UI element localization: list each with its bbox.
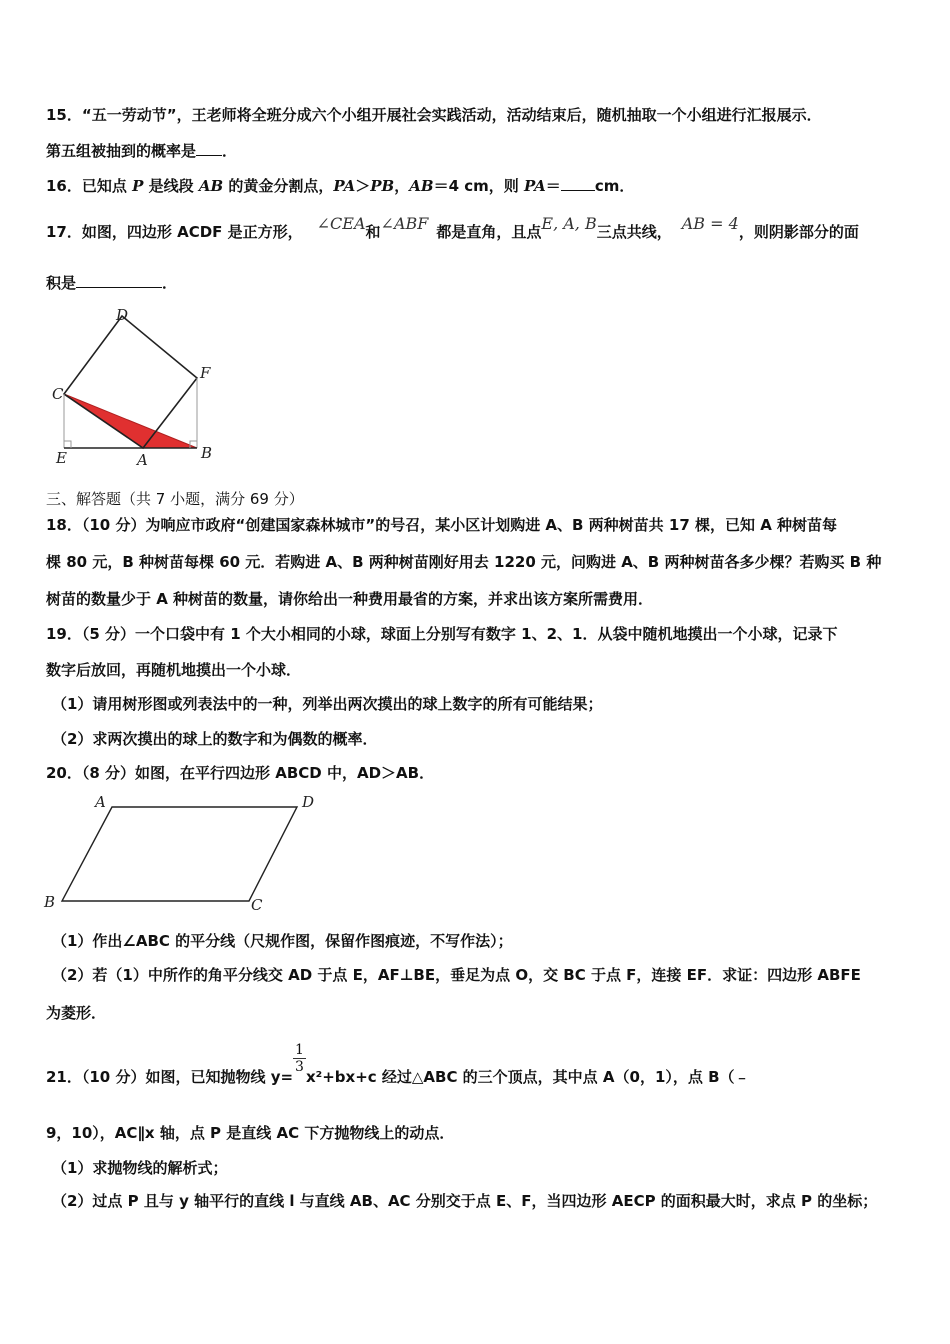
q20-label-c: C [251, 896, 263, 914]
q17-t1: 17．如图，四边形 ACDF 是正方形， [46, 223, 303, 241]
q17-t4: 三点共线， [596, 223, 672, 241]
q21-frac-num: 1 [295, 1042, 304, 1058]
q15-line1: 15．“五一劳动节”，王老师将全班分成六个小组开展社会实践活动，活动结束后，随机抽取一个小组进行汇报展示． [46, 106, 822, 124]
q20-label-a: A [95, 793, 106, 811]
q17-label-c: C [52, 385, 64, 403]
q19-line1: 19．（5 分）一个口袋中有 1 个大小相同的小球，球面上分别写有数字 1、2、1．从袋中随机地摸出一个小球，记录下 [46, 625, 838, 643]
q16-answer-blank [561, 176, 595, 191]
q15-line2 [46, 140, 237, 161]
q20-sub1: （1）作出∠ABC 的平分线（尺规作图，保留作图痕迹，不写作法）； [52, 932, 513, 950]
q16-t4: ＝4 cm，则 [433, 177, 524, 195]
q17-label-e: E [56, 449, 67, 467]
q18-line1: 18．（10 分）为响应市政府“创建国家森林城市”的号召，某小区计划购进 A、B 两种树苗共 17 棵，已知 A 种树苗每 [46, 516, 838, 534]
q21-t2: x²+bx+c 经过△ABC 的三个顶点，其中点 A（0，1），点 B（﹣ [305, 1068, 750, 1086]
q15-answer-blank [196, 141, 222, 156]
q21-frac-den: 3 [295, 1059, 304, 1075]
q16-segment-ab: AB [198, 177, 224, 195]
q17-t2: 和 [365, 223, 381, 241]
q16-t2: 是线段 [143, 177, 199, 195]
q21-fraction [293, 1042, 306, 1075]
q17-t3: 都是直角，且点 [436, 223, 542, 241]
q17-right-angle-e [64, 441, 71, 448]
q16-t3: 的黄金分割点， [223, 177, 334, 195]
q17-label-a: A [137, 451, 148, 469]
q18-line2: 棵 80 元，B 种树苗每棵 60 元．若购进 A、B 两种树苗刚好用去 1220 元，问购进 A、B 两种树苗各多少棵？若购买 B 种 [46, 553, 882, 571]
q17-label-f: F [200, 364, 211, 382]
q20-label-d: D [302, 793, 315, 811]
q19-sub1: （1）请用树形图或列表法中的一种，列举出两次摸出的球上数字的所有可能结果； [52, 695, 603, 713]
q16-pa-2: PA [523, 177, 546, 195]
q21-line1 [46, 1038, 750, 1098]
q17-line2 [46, 272, 177, 293]
q17-ab-eq-4: AB = 4 [681, 214, 739, 233]
q17-angle-abf: ∠ABF [380, 214, 429, 233]
q16-t6: cm． [594, 177, 635, 195]
q21-line2: 9，10），AC∥x 轴，点 P 是直线 AC 下方抛物线上的动点． [46, 1124, 455, 1142]
q17-line1 [46, 214, 859, 242]
q16-t5: ＝ [545, 177, 561, 195]
q21-sub2: （2）过点 P 且与 y 轴平行的直线 l 与直线 AB、AC 分别交于点 E、F，当四边形 AECP 的面积最大时，求点 P 的坐标； [52, 1192, 878, 1210]
q20-figure [40, 790, 330, 920]
q17-angle-cea: ∠CEA [316, 214, 366, 233]
q20-sub2-cont: 为菱形． [46, 1004, 107, 1022]
q19-sub2: （2）求两次摸出的球上的数字和为偶数的概率． [52, 730, 378, 748]
q17-points-eab: E, A, B [541, 214, 597, 233]
q17-label-b: B [201, 444, 213, 462]
q16-line [46, 175, 634, 196]
q17-line2-text: 积是 [46, 274, 77, 292]
section-3-title: 三、解答题（共 7 小题，满分 69 分） [46, 490, 304, 508]
q20-sub2: （2）若（1）中所作的角平分线交 AD 于点 E，AF⊥BE，垂足为点 O，交 BC 于点 F，连接 EF．求证：四边形 ABFE [52, 966, 861, 984]
q17-answer-blank [76, 273, 162, 288]
q18-line3: 树苗的数量少于 A 种树苗的数量，请你给出一种费用最省的方案，并求出该方案所需费用． [46, 590, 654, 608]
q20-line1: 20．（8 分）如图，在平行四边形 ABCD 中，AD＞AB． [46, 764, 435, 782]
q16-comma: ， [394, 177, 410, 195]
q16-point-p: P [132, 177, 144, 195]
q17-t5: ，则阴影部分的面 [738, 223, 859, 241]
q17-line2-end: ． [162, 274, 178, 292]
q21-t1: 21．（10 分）如图，已知抛物线 y= [46, 1068, 294, 1086]
q19-line2: 数字后放回，再随机地摸出一个小球． [46, 661, 302, 679]
q16-pa: PA [333, 177, 356, 195]
q15-end: ． [222, 142, 238, 160]
q16-t1: 16．已知点 [46, 177, 133, 195]
q16-gt: ＞ [355, 177, 371, 195]
q20-label-b: B [44, 893, 56, 911]
q16-pb: PB [370, 177, 395, 195]
q15-text: 第五组被抽到的概率是 [46, 142, 197, 160]
q21-sub1: （1）求抛物线的解析式； [52, 1159, 228, 1177]
q16-ab-2: AB [409, 177, 434, 195]
q17-figure [40, 300, 240, 475]
q20-parallelogram-abcd [62, 807, 297, 901]
q17-label-d: D [116, 306, 129, 324]
